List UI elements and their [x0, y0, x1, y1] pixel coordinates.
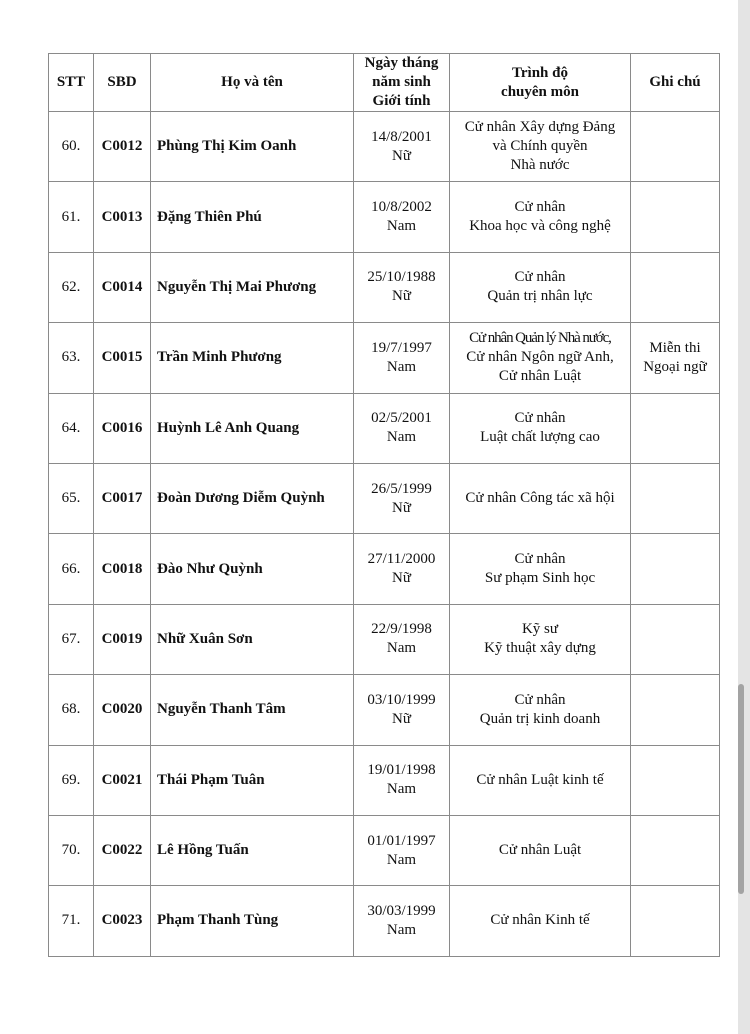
table-row	[49, 815, 720, 885]
dob: 01/01/1997	[367, 832, 436, 849]
cell-note	[631, 463, 720, 533]
cell-sbd: C0023	[94, 886, 151, 956]
cell-stt: 60.	[49, 112, 94, 182]
cell-name: Đào Như Quỳnh	[151, 534, 354, 604]
cell-dob-gender	[354, 112, 450, 182]
cell-stt: 69.	[49, 745, 94, 815]
table-body	[49, 112, 720, 957]
header-qualification	[450, 54, 631, 112]
qualification-line: Cử nhân Công tác xã hội	[465, 490, 615, 507]
qualification-line: Cử nhân	[514, 691, 566, 708]
header-qual-line: chuyên môn	[501, 83, 579, 100]
cell-qualification	[450, 534, 631, 604]
qualification-line: Cử nhân Quản lý Nhà nước,	[469, 330, 611, 347]
table-row	[49, 745, 720, 815]
dob: 19/7/1997	[371, 339, 432, 356]
qualification-line: Quản trị kinh doanh	[479, 710, 601, 727]
gender: Nam	[386, 429, 417, 446]
table-row	[49, 112, 720, 182]
dob: 27/11/2000	[367, 551, 436, 568]
header-dob-line: Giới tính	[372, 93, 431, 109]
qualification-line: Cử nhân	[514, 269, 566, 286]
qualification-line: Cử nhân Kinh tế	[490, 912, 590, 929]
cell-name: Huỳnh Lê Anh Quang	[151, 393, 354, 463]
dob: 19/01/1998	[367, 762, 436, 779]
cell-qualification	[450, 815, 631, 885]
cell-name: Lê Hồng Tuấn	[151, 815, 354, 885]
gender: Nữ	[392, 147, 411, 164]
table-row	[49, 182, 720, 252]
table-row	[49, 463, 720, 533]
cell-name: Trần Minh Phương	[151, 323, 354, 393]
qualification-line: và Chính quyền	[492, 138, 588, 155]
dob: 10/8/2002	[371, 199, 432, 216]
note-line: Miễn thi	[649, 339, 701, 356]
qualification-line: Kỹ sư	[521, 621, 559, 638]
cell-dob-gender	[354, 323, 450, 393]
header-qual-line: Trình độ	[512, 64, 568, 81]
header-dob-line: Ngày tháng	[364, 55, 439, 71]
cell-name: Nhữ Xuân Sơn	[151, 604, 354, 674]
cell-sbd: C0012	[94, 112, 151, 182]
qualification-line: Cử nhân	[514, 551, 566, 568]
cell-name: Phùng Thị Kim Oanh	[151, 112, 354, 182]
qualification-line: Cử nhân	[514, 410, 566, 427]
dob: 02/5/2001	[371, 410, 432, 427]
cell-qualification	[450, 675, 631, 745]
cell-qualification	[450, 886, 631, 956]
gender: Nam	[386, 781, 417, 798]
cell-dob-gender	[354, 182, 450, 252]
gender: Nam	[386, 851, 417, 868]
cell-qualification	[450, 393, 631, 463]
gender: Nam	[386, 358, 417, 375]
cell-sbd: C0015	[94, 323, 151, 393]
gender: Nữ	[392, 570, 411, 587]
cell-stt: 68.	[49, 675, 94, 745]
gender: Nữ	[392, 710, 411, 727]
cell-note	[631, 745, 720, 815]
table-row	[49, 604, 720, 674]
table-row	[49, 886, 720, 956]
qualification-line: Cử nhân Luật kinh tế	[476, 771, 604, 788]
qualification-line: Nhà nước	[510, 157, 570, 174]
qualification-line: Khoa học và công nghệ	[469, 218, 611, 235]
cell-dob-gender	[354, 393, 450, 463]
cell-note	[631, 604, 720, 674]
cell-note	[631, 323, 720, 393]
gender: Nam	[386, 921, 417, 938]
cell-name: Thái Phạm Tuân	[151, 745, 354, 815]
cell-qualification	[450, 112, 631, 182]
table-row	[49, 675, 720, 745]
qualification-line: Sư phạm Sinh học	[484, 570, 596, 587]
cell-name: Nguyễn Thanh Tâm	[151, 675, 354, 745]
qualification-line: Luật chất lượng cao	[480, 429, 600, 446]
cell-note	[631, 393, 720, 463]
cell-note	[631, 675, 720, 745]
cell-stt: 62.	[49, 252, 94, 322]
cell-note	[631, 534, 720, 604]
gender: Nam	[386, 640, 417, 657]
cell-name: Nguyễn Thị Mai Phương	[151, 252, 354, 322]
cell-dob-gender	[354, 886, 450, 956]
cell-name: Đoàn Dương Diễm Quỳnh	[151, 463, 354, 533]
cell-dob-gender	[354, 463, 450, 533]
dob: 03/10/1999	[367, 691, 436, 708]
cell-dob-gender	[354, 534, 450, 604]
qualification-line: Cử nhân Luật	[498, 368, 582, 385]
qualification-line: Cử nhân Xây dựng Đảng	[464, 119, 616, 136]
table-row	[49, 393, 720, 463]
cell-dob-gender	[354, 252, 450, 322]
cell-dob-gender	[354, 815, 450, 885]
cell-name: Phạm Thanh Tùng	[151, 886, 354, 956]
cell-sbd: C0022	[94, 815, 151, 885]
header-name: Họ và tên	[151, 54, 354, 112]
qualification-line: Cử nhân	[514, 199, 566, 216]
cell-qualification	[450, 745, 631, 815]
cell-qualification	[450, 323, 631, 393]
cell-qualification	[450, 182, 631, 252]
header-stt: STT	[49, 54, 94, 112]
note-line: Ngoại ngữ	[643, 358, 707, 375]
dob: 30/03/1999	[367, 902, 436, 919]
table-row	[49, 534, 720, 604]
cell-stt: 67.	[49, 604, 94, 674]
gender: Nam	[386, 218, 417, 235]
cell-note	[631, 182, 720, 252]
cell-stt: 70.	[49, 815, 94, 885]
cell-sbd: C0019	[94, 604, 151, 674]
header-sbd: SBD	[94, 54, 151, 112]
dob: 26/5/1999	[371, 480, 432, 497]
table-row	[49, 252, 720, 322]
cell-dob-gender	[354, 675, 450, 745]
cell-name: Đặng Thiên Phú	[151, 182, 354, 252]
cell-sbd: C0020	[94, 675, 151, 745]
cell-qualification	[450, 463, 631, 533]
header-note: Ghi chú	[631, 54, 720, 112]
cell-sbd: C0013	[94, 182, 151, 252]
cell-note	[631, 886, 720, 956]
header-dob-line: năm sinh	[372, 74, 431, 90]
qualification-line: Kỹ thuật xây dựng	[484, 640, 596, 657]
cell-note	[631, 815, 720, 885]
gender: Nữ	[392, 288, 411, 305]
table-header-row	[49, 54, 720, 112]
cell-stt: 71.	[49, 886, 94, 956]
qualification-line: Cử nhân Luật	[498, 842, 582, 859]
cell-stt: 63.	[49, 323, 94, 393]
cell-qualification	[450, 252, 631, 322]
cell-stt: 65.	[49, 463, 94, 533]
dob: 25/10/1988	[367, 269, 436, 286]
scrollbar-thumb[interactable]	[738, 684, 744, 894]
dob: 22/9/1998	[371, 621, 432, 638]
qualification-line: Quản trị nhân lực	[487, 288, 593, 305]
cell-sbd: C0018	[94, 534, 151, 604]
cell-sbd: C0014	[94, 252, 151, 322]
header-dob-gender	[354, 54, 450, 112]
candidate-table	[48, 53, 720, 957]
cell-stt: 64.	[49, 393, 94, 463]
cell-sbd: C0021	[94, 745, 151, 815]
cell-stt: 61.	[49, 182, 94, 252]
cell-dob-gender	[354, 745, 450, 815]
cell-sbd: C0017	[94, 463, 151, 533]
cell-dob-gender	[354, 604, 450, 674]
qualification-line: Cử nhân Ngôn ngữ Anh,	[466, 349, 614, 366]
gender: Nữ	[392, 499, 411, 516]
cell-note	[631, 252, 720, 322]
dob: 14/8/2001	[371, 128, 432, 145]
table-row	[49, 323, 720, 393]
cell-stt: 66.	[49, 534, 94, 604]
cell-qualification	[450, 604, 631, 674]
cell-sbd: C0016	[94, 393, 151, 463]
cell-note	[631, 112, 720, 182]
